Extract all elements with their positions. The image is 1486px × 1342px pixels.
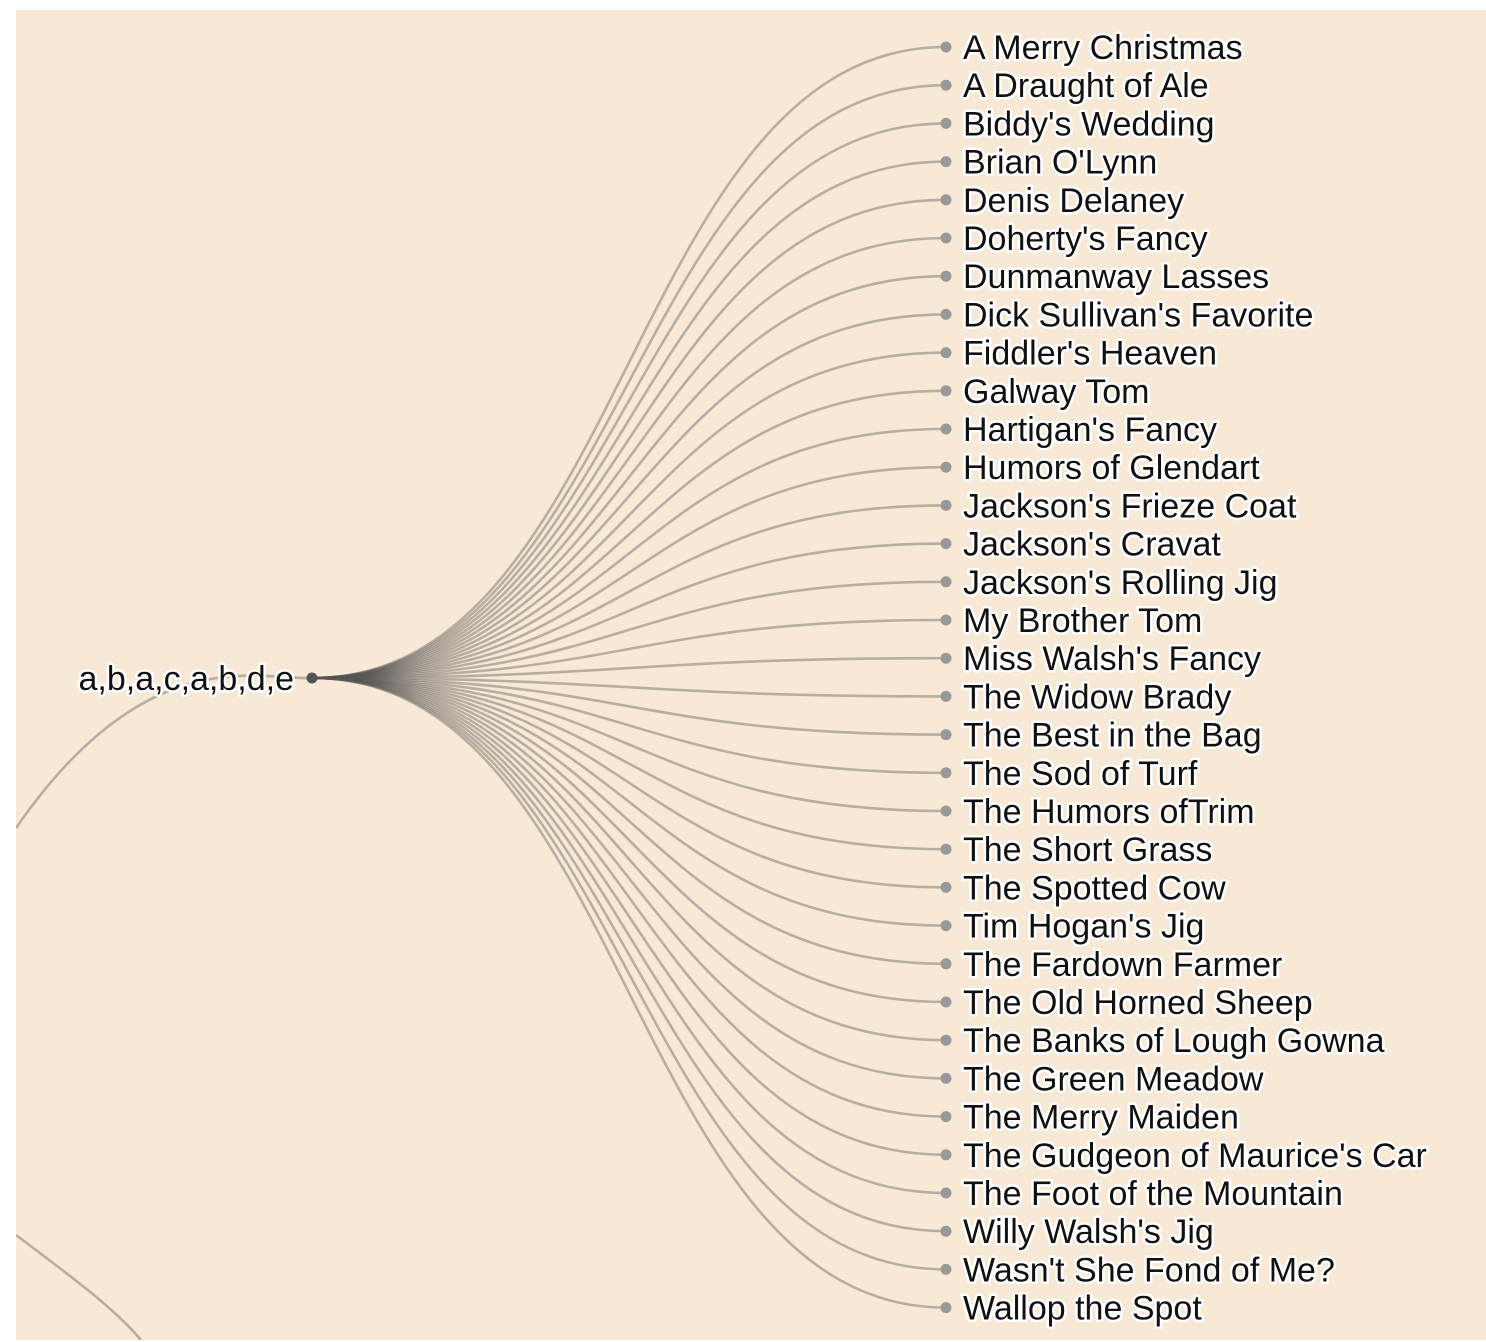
leaf-node-dot [941, 576, 952, 587]
leaf-nodes [941, 29, 1427, 1328]
leaf-node[interactable] [941, 831, 1213, 869]
leaf-node[interactable] [941, 755, 1198, 793]
leaf-node-dot [941, 653, 952, 664]
leaf-node-dot [941, 42, 952, 53]
leaf-node[interactable] [941, 487, 1297, 525]
leaf-node-dot [941, 538, 952, 549]
leaf-node-label: The Sod of Turf [963, 754, 1198, 793]
leaf-node-label: My Brother Tom [963, 602, 1203, 640]
leaf-node-label: The Spotted Cow [963, 869, 1226, 908]
leaf-node[interactable] [941, 1213, 1214, 1251]
leaf-node-label: Jackson's Frieze Coat [963, 487, 1297, 526]
leaf-node[interactable] [941, 67, 1209, 105]
leaf-node-dot [941, 1149, 952, 1160]
leaf-node[interactable] [941, 105, 1215, 143]
leaf-node-label: Denis Delaney [963, 181, 1185, 220]
leaf-node-dot [941, 156, 952, 167]
leaf-node-label: The Fardown Farmer [963, 945, 1283, 984]
root-node-label: a,b,a,c,a,b,d,e [78, 660, 294, 698]
incoming-link-lower [16, 1235, 141, 1340]
leaf-node[interactable] [941, 1060, 1264, 1098]
leaf-node-dot [941, 1188, 952, 1199]
leaf-link [312, 467, 946, 678]
leaf-node[interactable] [941, 1022, 1385, 1060]
leaf-node[interactable] [941, 526, 1222, 564]
leaf-node[interactable] [941, 602, 1203, 640]
leaf-node-dot [941, 806, 952, 817]
leaf-node[interactable] [941, 564, 1278, 602]
leaf-node[interactable] [941, 182, 1185, 220]
leaf-node-dot [941, 1035, 952, 1046]
leaf-node-dot [941, 997, 952, 1008]
leaf-node[interactable] [941, 29, 1243, 67]
leaf-node-label: The Best in the Bag [963, 716, 1262, 755]
leaf-node[interactable] [941, 678, 1232, 716]
leaf-node-dot [941, 1226, 952, 1237]
leaf-node-dot [941, 844, 952, 855]
leaf-link [312, 678, 946, 964]
leaf-node-dot [941, 500, 952, 511]
leaf-link [312, 276, 946, 678]
leaf-node-dot [941, 309, 952, 320]
leaf-node-label: The Green Meadow [963, 1060, 1264, 1099]
leaf-link [312, 391, 946, 678]
nodes-layer [79, 660, 318, 698]
leaf-node-label: A Draught of Ale [963, 67, 1209, 106]
leaf-node[interactable] [941, 908, 1205, 946]
leaf-node-label: Tim Hogan's Jig [963, 907, 1205, 946]
leaf-link [312, 85, 946, 678]
links-layer [16, 676, 312, 1340]
leaf-node-dot [941, 729, 952, 740]
leaf-node-dot [941, 347, 952, 358]
leaf-node-label: The Old Horned Sheep [963, 984, 1313, 1022]
leaf-node[interactable] [941, 1251, 1335, 1289]
leaf-node-label: The Merry Maiden [963, 1098, 1239, 1137]
leaf-node[interactable] [941, 717, 1262, 755]
leaf-node-label: Hartigan's Fancy [963, 411, 1218, 449]
leaf-node-dot [941, 80, 952, 91]
leaf-link [312, 678, 946, 926]
leaf-links [312, 47, 946, 1308]
leaf-node-dot [941, 118, 952, 129]
leaf-node-label: Fiddler's Heaven [963, 334, 1218, 373]
leaf-node[interactable] [941, 1175, 1343, 1213]
leaf-node[interactable] [941, 411, 1218, 449]
leaf-node-dot [941, 691, 952, 702]
root-node[interactable] [79, 660, 318, 698]
leaf-node-dot [941, 1111, 952, 1122]
leaf-node-label: Dick Sullivan's Favorite [963, 296, 1314, 335]
incoming-link-upper [16, 676, 312, 828]
leaf-node-label: Doherty's Fancy [963, 220, 1208, 258]
leaf-node-label: The Humors ofTrim [963, 793, 1255, 831]
leaf-link [312, 678, 946, 849]
leaf-node-dot [941, 1073, 952, 1084]
leaf-node-label: Willy Walsh's Jig [963, 1213, 1214, 1252]
leaf-node[interactable] [941, 1099, 1239, 1137]
leaf-node-dot [941, 424, 952, 435]
leaf-node-label: The Widow Brady [963, 678, 1232, 717]
leaf-node-label: Jackson's Cravat [963, 525, 1221, 564]
leaf-node-label: Dunmanway Lasses [963, 258, 1270, 297]
leaf-node[interactable] [941, 335, 1218, 373]
leaf-node-label: The Short Grass [963, 831, 1213, 870]
leaf-node-label: The Gudgeon of Maurice's Car [963, 1136, 1427, 1175]
leaf-node-label: Humors of Glendart [963, 449, 1260, 488]
leaf-node-label: Galway Tom [963, 372, 1150, 411]
leaf-node[interactable] [941, 869, 1227, 907]
leaf-node[interactable] [941, 258, 1270, 296]
leaf-node-label: The Foot of the Mountain [963, 1175, 1343, 1213]
leaf-node[interactable] [941, 449, 1261, 487]
leaf-node[interactable] [941, 144, 1158, 182]
leaf-node[interactable] [941, 1137, 1427, 1175]
leaf-node-label: Miss Walsh's Fancy [963, 640, 1262, 679]
leaf-node[interactable] [941, 1290, 1203, 1328]
leaf-link [312, 678, 946, 1078]
leaf-node-dot [941, 958, 952, 969]
leaf-node-dot [941, 882, 952, 893]
leaf-node[interactable] [941, 220, 1208, 258]
leaf-node-label: Biddy's Wedding [963, 105, 1215, 144]
leaf-node-dot [941, 271, 952, 282]
leaf-node-label: The Banks of Lough Gowna [963, 1022, 1385, 1061]
leaf-node-dot [941, 385, 952, 396]
leaf-link [312, 678, 946, 887]
leaf-node[interactable] [941, 984, 1313, 1022]
leaf-node-dot [941, 920, 952, 931]
leaf-node[interactable] [941, 946, 1283, 984]
tree-diagram [16, 10, 1486, 1340]
leaf-node-label: Jackson's Rolling Jig [963, 563, 1278, 602]
leaf-node-dot [941, 615, 952, 626]
leaf-link [312, 678, 946, 1269]
leaf-node-label: Brian O'Lynn [963, 143, 1158, 182]
leaf-node[interactable] [941, 793, 1255, 831]
leaf-node-dot [941, 194, 952, 205]
leaf-node-dot [941, 1264, 952, 1275]
leaf-link [312, 505, 946, 678]
leaf-link [312, 678, 946, 1193]
tree-diagram-canvas [16, 10, 1486, 1340]
leaf-node-dot [941, 767, 952, 778]
root-node-dot [307, 673, 318, 684]
leaf-node-label: Wallop the Spot [963, 1289, 1202, 1328]
leaf-node[interactable] [941, 373, 1150, 411]
leaf-node-label: Wasn't She Fond of Me? [963, 1251, 1335, 1290]
leaf-link [312, 162, 946, 678]
leaf-node-dot [941, 1302, 952, 1313]
leaf-link [312, 314, 946, 678]
leaf-link [312, 429, 946, 678]
leaf-node[interactable] [941, 296, 1314, 334]
leaf-node[interactable] [941, 640, 1262, 678]
leaf-node-label: A Merry Christmas [963, 29, 1243, 67]
leaf-node-dot [941, 233, 952, 244]
leaf-node-dot [941, 462, 952, 473]
